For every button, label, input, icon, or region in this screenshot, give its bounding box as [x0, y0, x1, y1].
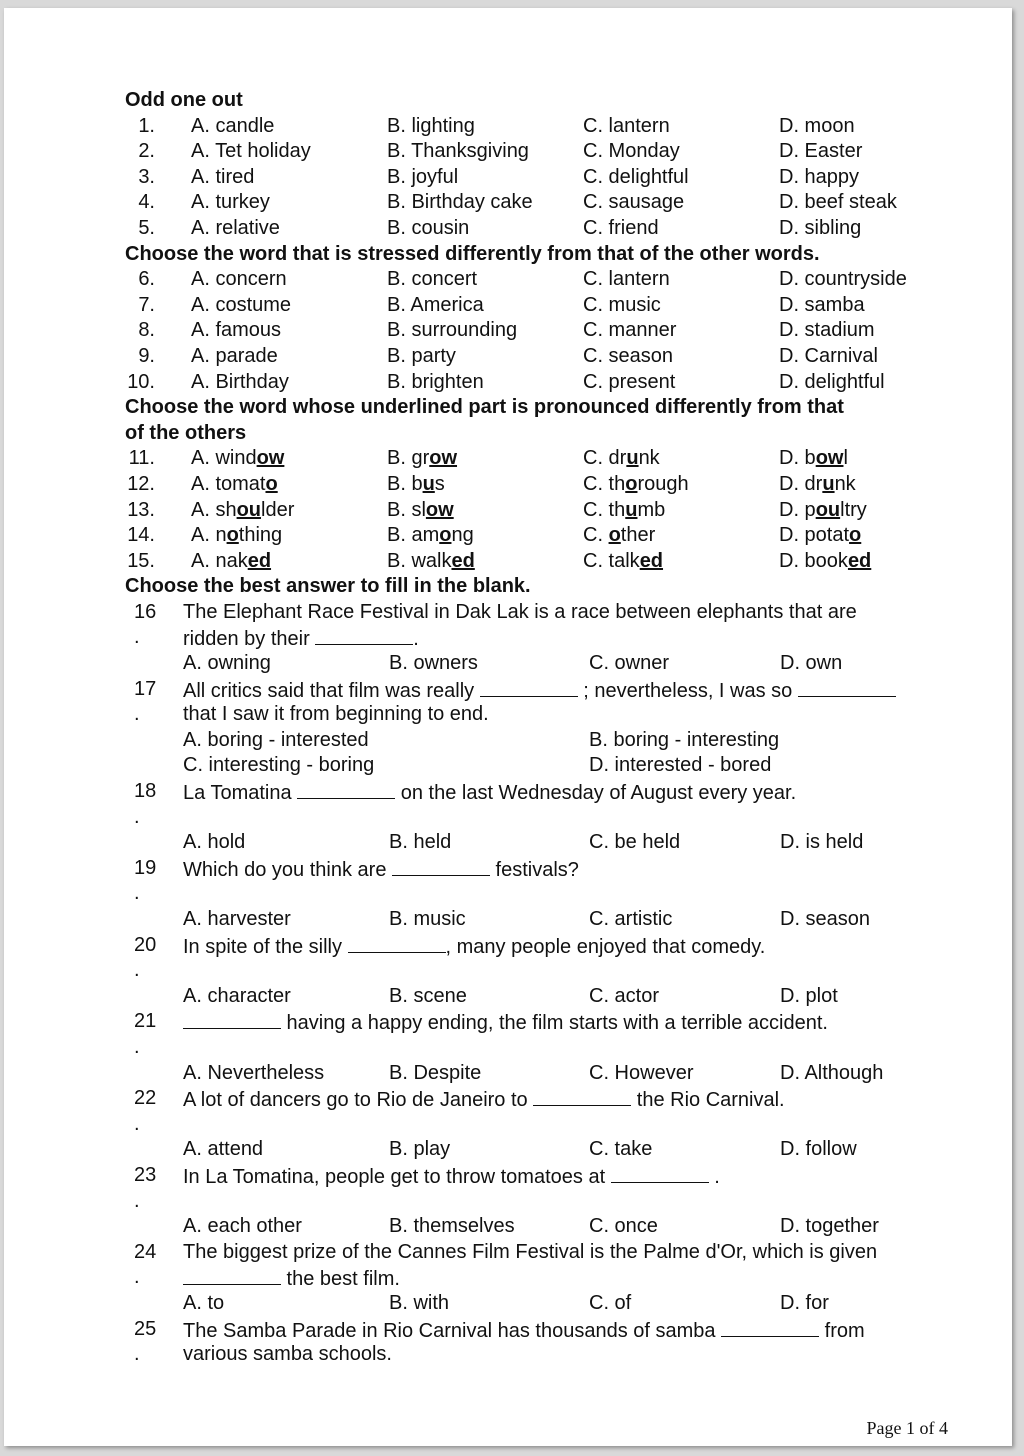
option-c: C. be held [589, 831, 681, 854]
question-row [125, 216, 965, 242]
question-row [125, 344, 965, 370]
option-c: C. Monday [583, 140, 680, 163]
fill-blank-list [125, 600, 965, 1368]
option-d: D. booked [779, 549, 872, 572]
question-number: 3. [138, 165, 155, 188]
question-text: In La Tomatina, people get to throw tomatoes at [183, 1165, 611, 1188]
option-b: B. slow [387, 498, 454, 521]
question-row [125, 370, 965, 396]
option-a: A. tired [191, 165, 255, 188]
option-a: A. to [183, 1291, 225, 1314]
option-d: D. potato [779, 524, 862, 547]
answer-blank [297, 779, 395, 799]
question-number: 21 [134, 1010, 157, 1033]
question-dot: . [134, 1343, 140, 1366]
question-text: from [819, 1319, 865, 1342]
option-b: B. concert [387, 268, 478, 291]
answer-blank [315, 625, 413, 645]
option-b: B. music [389, 908, 466, 930]
question-dot: . [134, 1112, 140, 1135]
question-text: . [413, 628, 419, 651]
question-text: festivals? [490, 858, 579, 881]
question-text: various samba schools. [183, 1343, 392, 1366]
option-a: A. Birthday [191, 370, 289, 393]
question-item [125, 1317, 965, 1368]
option-a: A. Nevertheless [183, 1061, 325, 1084]
question-item [125, 1240, 965, 1317]
option-c: C. once [589, 1215, 658, 1238]
question-number: 9. [138, 344, 155, 367]
option-d: D. is held [780, 831, 864, 854]
option-b: B. among [387, 524, 474, 547]
option-a: A. costume [191, 293, 292, 316]
option-d: D. interested - bored [589, 754, 772, 777]
question-number: 18 [134, 780, 157, 803]
option-a: A. character [183, 984, 291, 1007]
answer-blank [392, 856, 490, 876]
option-b: B. held [389, 831, 452, 854]
question-item [125, 600, 965, 677]
option-d: D. samba [779, 293, 865, 316]
option-c: C. However [589, 1061, 694, 1084]
question-dot: . [134, 1266, 140, 1289]
question-number: 24 [134, 1240, 157, 1263]
option-a: A. attend [183, 1138, 264, 1161]
option-a: A. famous [191, 319, 282, 342]
option-d: D. happy [779, 165, 860, 188]
question-number: 5. [138, 216, 155, 239]
document-page [4, 8, 1012, 1446]
question-row [125, 498, 965, 524]
option-b: B. joyful [387, 165, 459, 188]
answer-blank [721, 1317, 819, 1337]
question-text: the best film. [281, 1268, 400, 1291]
option-a: A. shoulder [191, 498, 295, 521]
question-row [125, 472, 965, 498]
question-row [125, 114, 965, 140]
option-a: A. parade [191, 344, 278, 367]
question-text: A lot of dancers go to Rio de Janeiro to [183, 1089, 534, 1112]
question-dot: . [134, 882, 140, 905]
option-d: D. moon [779, 114, 855, 137]
option-c: C. drunk [583, 447, 660, 470]
question-text: . [708, 1165, 720, 1188]
option-c: C. sausage [583, 191, 685, 214]
option-c: C. take [589, 1138, 653, 1161]
option-b: B. play [389, 1138, 451, 1161]
option-d: D. own [780, 652, 843, 675]
question-number: 1. [138, 114, 155, 137]
question-dot: . [134, 626, 140, 649]
question-number: 23 [134, 1163, 157, 1186]
option-a: A. tomato [191, 472, 278, 495]
option-b: B. surrounding [387, 319, 518, 342]
question-row [125, 446, 965, 472]
option-d: D. poultry [779, 498, 867, 521]
option-c: C. talked [583, 549, 664, 572]
option-d: D. drunk [779, 472, 856, 495]
question-text: La Tomatina [183, 782, 298, 805]
option-b: B. party [387, 344, 456, 367]
question-dot: . [134, 959, 140, 982]
option-d: D. stadium [779, 319, 875, 342]
question-text: ridden by their [183, 628, 316, 651]
option-a: A. harvester [183, 908, 291, 930]
question-number: 16 [134, 600, 157, 623]
question-number: 8. [138, 319, 155, 342]
page-number: Page 1 of 4 [866, 1418, 948, 1438]
option-a: A. candle [191, 114, 275, 137]
option-c: C. lantern [583, 268, 670, 291]
answer-blank [798, 677, 896, 697]
option-a: A. Tet holiday [191, 140, 311, 163]
option-d: D. Carnival [779, 344, 878, 367]
section-heading-odd-one-out: Odd one out [125, 89, 243, 111]
question-item [125, 1009, 965, 1086]
question-text: The Elephant Race Festival in Dak Lak is a race between elephants that are [183, 600, 857, 623]
option-b: B. America [387, 293, 484, 316]
question-item [125, 779, 965, 856]
option-d: D. bowl [779, 447, 848, 470]
question-number: 14. [127, 524, 155, 547]
question-number: 4. [138, 191, 155, 214]
option-a: A. naked [191, 549, 272, 572]
question-item [125, 677, 965, 779]
worksheet-content [125, 88, 965, 1368]
question-number: 2. [138, 140, 155, 163]
option-c: C. thumb [583, 498, 666, 521]
option-c: C. actor [589, 984, 660, 1007]
option-c: C. thorough [583, 472, 689, 495]
option-b: B. lighting [387, 114, 475, 137]
question-text: on the last Wednesday of August every year. [395, 782, 797, 805]
question-item [125, 933, 965, 1010]
option-d: D. sibling [779, 216, 862, 239]
question-item [125, 1086, 965, 1163]
question-text: Which do you think are [183, 858, 392, 881]
option-d: D. for [780, 1291, 829, 1314]
option-d: D. beef steak [779, 191, 897, 214]
question-number: 19 [134, 856, 157, 879]
answer-blank [480, 677, 578, 697]
question-row [125, 165, 965, 191]
option-c: C. other [583, 524, 656, 547]
option-a: A. concern [191, 268, 287, 291]
question-item [125, 1163, 965, 1240]
question-number: 12. [127, 472, 155, 495]
question-text: The biggest prize of the Cannes Film Festival is the Palme d'Or, which is given [183, 1240, 878, 1263]
option-d: D. countryside [779, 268, 907, 291]
option-b: B. cousin [387, 216, 470, 239]
question-dot: . [134, 1035, 140, 1058]
question-text: , many people enjoyed that comedy. [445, 935, 766, 958]
question-number: 17 [134, 677, 157, 700]
stress-list [125, 267, 965, 395]
option-c: C. friend [583, 216, 659, 239]
option-a: A. relative [191, 216, 280, 239]
option-a: A. owning [183, 652, 271, 675]
question-row [125, 523, 965, 549]
section-heading-fill-blank: Choose the best answer to fill in the blank. [125, 575, 531, 598]
option-d: D. delightful [779, 370, 885, 393]
question-number: 13. [127, 498, 155, 521]
section-heading-pronunciation-cont: of the others [125, 421, 247, 444]
answer-blank [533, 1086, 631, 1106]
option-c: C. artistic [589, 908, 673, 930]
answer-blank [348, 933, 446, 953]
option-d: D. Easter [779, 140, 863, 163]
option-b: B. themselves [389, 1215, 515, 1238]
option-a: A. hold [183, 831, 246, 854]
question-number: 10. [127, 370, 155, 393]
option-b: B. Despite [389, 1061, 482, 1084]
option-d: D. Although [780, 1061, 884, 1084]
option-b: B. with [389, 1291, 450, 1314]
option-a: A. each other [183, 1215, 302, 1238]
question-text: The Samba Parade in Rio Carnival has thousands of samba [183, 1319, 722, 1342]
option-b: B. walked [387, 549, 475, 572]
option-c: C. manner [583, 319, 677, 342]
option-c: C. interesting - boring [183, 754, 375, 777]
question-number: 20 [134, 933, 157, 956]
option-a: A. turkey [191, 191, 270, 214]
question-number: 7. [138, 293, 155, 316]
option-d: D. together [780, 1215, 879, 1238]
question-row [125, 139, 965, 165]
question-number: 11. [128, 447, 155, 470]
odd-one-out-list [125, 114, 965, 242]
question-number: 6. [138, 268, 155, 291]
option-c: C. music [583, 293, 661, 316]
question-dot: . [134, 703, 140, 726]
question-dot: . [134, 1189, 140, 1212]
question-number: 25 [134, 1317, 157, 1340]
option-b: B. scene [389, 984, 467, 1007]
option-b: B. boring - interesting [589, 728, 780, 751]
option-c: C. delightful [583, 165, 689, 188]
option-a: A. window [191, 447, 285, 470]
option-c: C. lantern [583, 114, 670, 137]
question-row [125, 293, 965, 319]
answer-blank [611, 1163, 709, 1183]
question-row [125, 190, 965, 216]
option-a: A. nothing [191, 524, 283, 547]
option-b: B. owners [389, 652, 478, 675]
answer-blank [183, 1265, 281, 1285]
question-number: 15. [127, 549, 155, 572]
option-d: D. plot [780, 984, 838, 1007]
question-row [125, 549, 965, 575]
section-heading-pronunciation: Choose the word whose underlined part is pronounced differently from that [125, 396, 844, 419]
option-d: D. follow [780, 1138, 857, 1161]
question-dot: . [134, 805, 140, 828]
question-row [125, 267, 965, 293]
question-item [125, 856, 965, 933]
option-c: C. present [583, 370, 676, 393]
pronunciation-list [125, 446, 965, 574]
question-row [125, 318, 965, 344]
option-c: C. season [583, 344, 674, 367]
question-text: the Rio Carnival. [631, 1089, 785, 1112]
question-text: that I saw it from beginning to end. [183, 703, 489, 726]
option-b: B. brighten [387, 370, 484, 393]
section-heading-stress: Choose the word that is stressed differently from that of the other words. [125, 242, 820, 265]
answer-blank [183, 1009, 281, 1029]
option-b: B. grow [387, 447, 458, 470]
question-text: In spite of the silly [183, 935, 348, 958]
question-text: ; nevertheless, I was so [577, 679, 798, 702]
option-c: C. of [589, 1291, 632, 1314]
option-b: B. Thanksgiving [387, 140, 529, 163]
option-c: C. owner [589, 652, 670, 675]
option-b: B. bus [387, 472, 445, 495]
option-b: B. Birthday cake [387, 191, 533, 214]
question-text: All critics said that film was really [183, 679, 480, 702]
option-d: D. season [780, 908, 871, 930]
question-number: 22 [134, 1087, 157, 1110]
option-a: A. boring - interested [183, 728, 369, 751]
question-text: having a happy ending, the film starts with a terrible accident. [281, 1012, 828, 1035]
